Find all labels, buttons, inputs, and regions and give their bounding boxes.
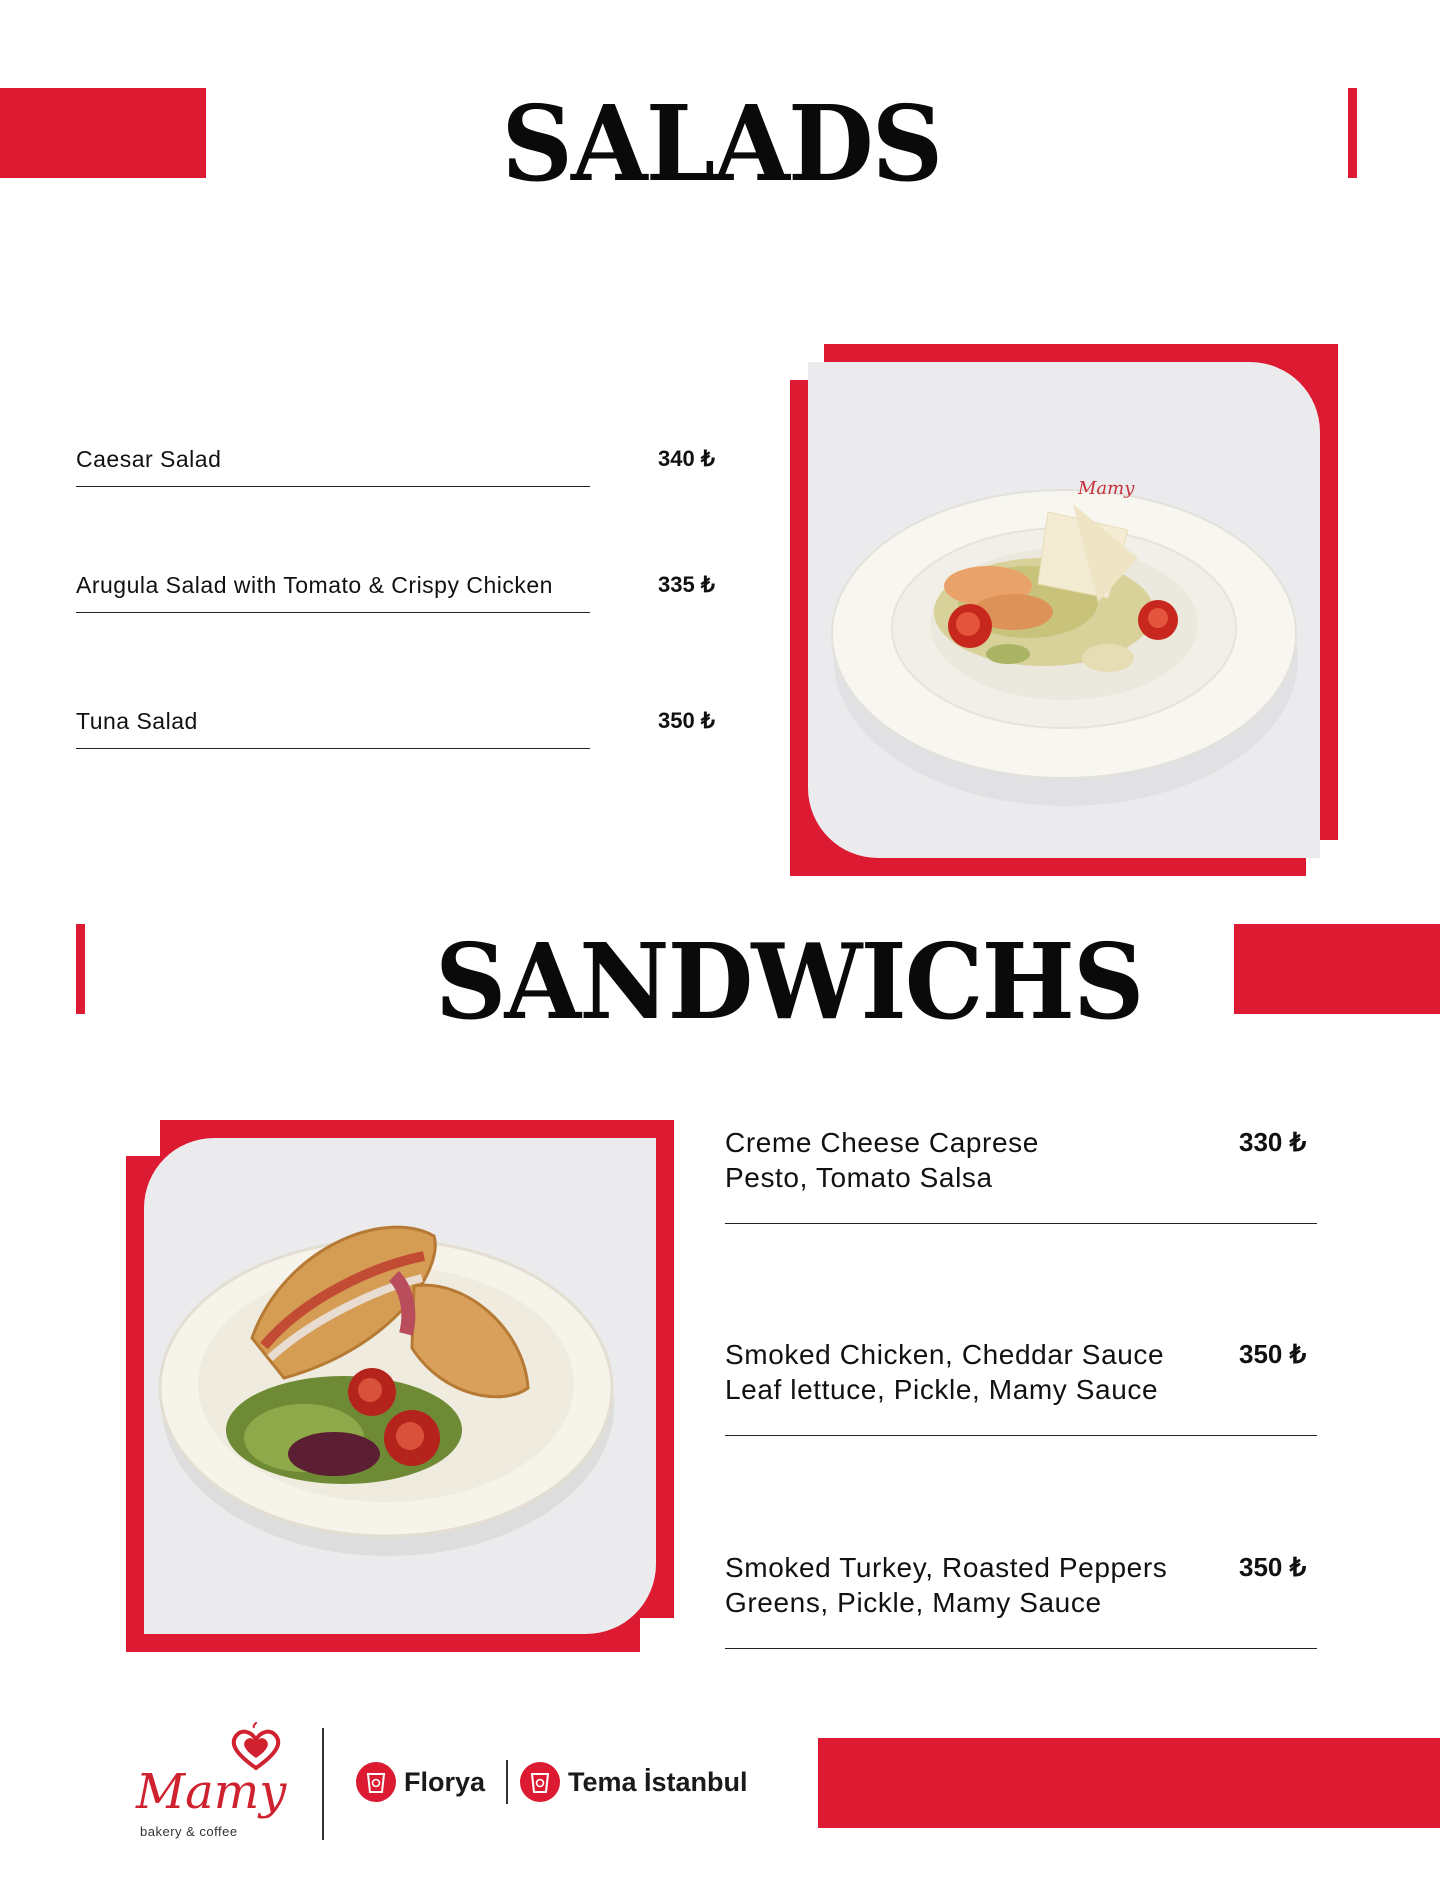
sandwich-line1: Smoked Chicken, Cheddar Sauce bbox=[725, 1339, 1165, 1370]
salad-divider bbox=[76, 486, 590, 487]
sandwich-line2: Leaf lettuce, Pickle, Mamy Sauce bbox=[725, 1374, 1159, 1405]
coffee-cup-icon bbox=[520, 1762, 560, 1802]
svg-text:Mamy: Mamy bbox=[1078, 478, 1135, 499]
salad-name: Caesar Salad bbox=[76, 446, 222, 472]
sandwich-item bbox=[725, 1337, 1321, 1447]
sandwichs-right-bar bbox=[1234, 924, 1440, 1014]
sandwich-line2: Pesto, Tomato Salsa bbox=[725, 1162, 993, 1193]
sandwich-plate-illustration bbox=[144, 1138, 656, 1634]
sandwich-photo bbox=[144, 1138, 656, 1634]
sandwich-name bbox=[725, 1337, 1164, 1407]
salads-right-tick bbox=[1348, 88, 1357, 178]
salad-name: Arugula Salad with Tomato & Crispy Chicken bbox=[76, 572, 553, 598]
salad-price: 340 ₺ bbox=[658, 446, 715, 471]
sandwichs-left-tick bbox=[76, 924, 85, 1014]
sandwich-item bbox=[725, 1550, 1321, 1660]
location-label: Florya bbox=[404, 1766, 486, 1797]
sandwich-price: 350 ₺ bbox=[1239, 1552, 1307, 1582]
brand-name: Mamy bbox=[136, 1764, 287, 1820]
salad-item bbox=[76, 446, 726, 506]
sandwich-divider bbox=[725, 1648, 1317, 1649]
sandwich-divider bbox=[725, 1223, 1317, 1224]
sandwichs-title: SANDWICHS bbox=[435, 920, 1143, 1043]
sandwich-name bbox=[725, 1125, 1039, 1195]
sandwich-line1: Smoked Turkey, Roasted Peppers bbox=[725, 1552, 1168, 1583]
location-tema-istanbul bbox=[520, 1762, 748, 1802]
salad-plate-illustration bbox=[808, 362, 1320, 858]
salad-item bbox=[76, 708, 726, 768]
salad-name: Tuna Salad bbox=[76, 708, 198, 734]
location-label: Tema İstanbul bbox=[568, 1766, 748, 1797]
sandwich-name bbox=[725, 1550, 1167, 1620]
location-separator bbox=[506, 1760, 508, 1804]
sandwich-item bbox=[725, 1125, 1321, 1235]
salad-divider bbox=[76, 748, 590, 749]
coffee-cup-icon bbox=[356, 1762, 396, 1802]
sandwich-price: 330 ₺ bbox=[1239, 1127, 1307, 1157]
sandwich-divider bbox=[725, 1435, 1317, 1436]
footer-separator bbox=[322, 1728, 324, 1840]
salad-price: 350 ₺ bbox=[658, 708, 715, 733]
caesar-salad-photo bbox=[808, 362, 1320, 858]
salad-price: 335 ₺ bbox=[658, 572, 715, 597]
sandwich-line1: Creme Cheese Caprese bbox=[725, 1127, 1039, 1158]
footer-bar bbox=[818, 1738, 1440, 1828]
salads-title: SALADS bbox=[501, 82, 942, 205]
location-florya bbox=[356, 1762, 485, 1802]
salad-divider bbox=[76, 612, 590, 613]
brand-tagline: bakery & coffee bbox=[140, 1824, 238, 1839]
sandwich-price: 350 ₺ bbox=[1239, 1339, 1307, 1369]
brand-logo bbox=[136, 1722, 296, 1842]
salads-left-bar bbox=[0, 88, 206, 178]
salad-item bbox=[76, 572, 726, 632]
sandwich-line2: Greens, Pickle, Mamy Sauce bbox=[725, 1587, 1102, 1618]
